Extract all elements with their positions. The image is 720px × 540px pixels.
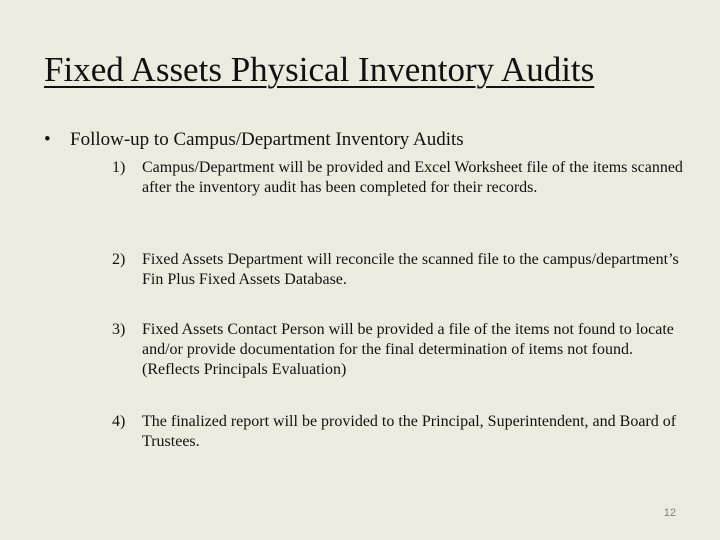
list-item-text: Campus/Department will be provided and Excel Worksheet file of the items scanned after the inventory audit has been completed for their records. <box>142 159 683 196</box>
list-item-3 <box>112 320 692 380</box>
bullet-item <box>44 128 464 152</box>
list-item-number: 3) <box>112 321 126 338</box>
list-item-4 <box>112 412 692 452</box>
list-item-number: 2) <box>112 251 126 268</box>
bullet-text: Follow-up to Campus/Department Inventory Audits <box>70 129 464 150</box>
slide-title: Fixed Assets Physical Inventory Audits <box>44 50 595 89</box>
bullet-marker: • <box>44 129 51 150</box>
list-item-number: 4) <box>112 413 126 430</box>
list-item-text: Fixed Assets Contact Person will be provided a file of the items not found to locate and/or provide documentation for the final determination of items not found. (Reflects Principals Evaluation) <box>142 321 674 378</box>
list-item-number: 1) <box>112 159 126 176</box>
list-item-text: Fixed Assets Department will reconcile the scanned file to the campus/department’s Fin Plus Fixed Assets Database. <box>142 251 679 288</box>
slide-number: 12 <box>663 507 676 519</box>
list-item-2 <box>112 250 692 290</box>
list-item-text: The finalized report will be provided to the Principal, Superintendent, and Board of Trustees. <box>142 413 677 450</box>
list-item-1 <box>112 158 692 198</box>
